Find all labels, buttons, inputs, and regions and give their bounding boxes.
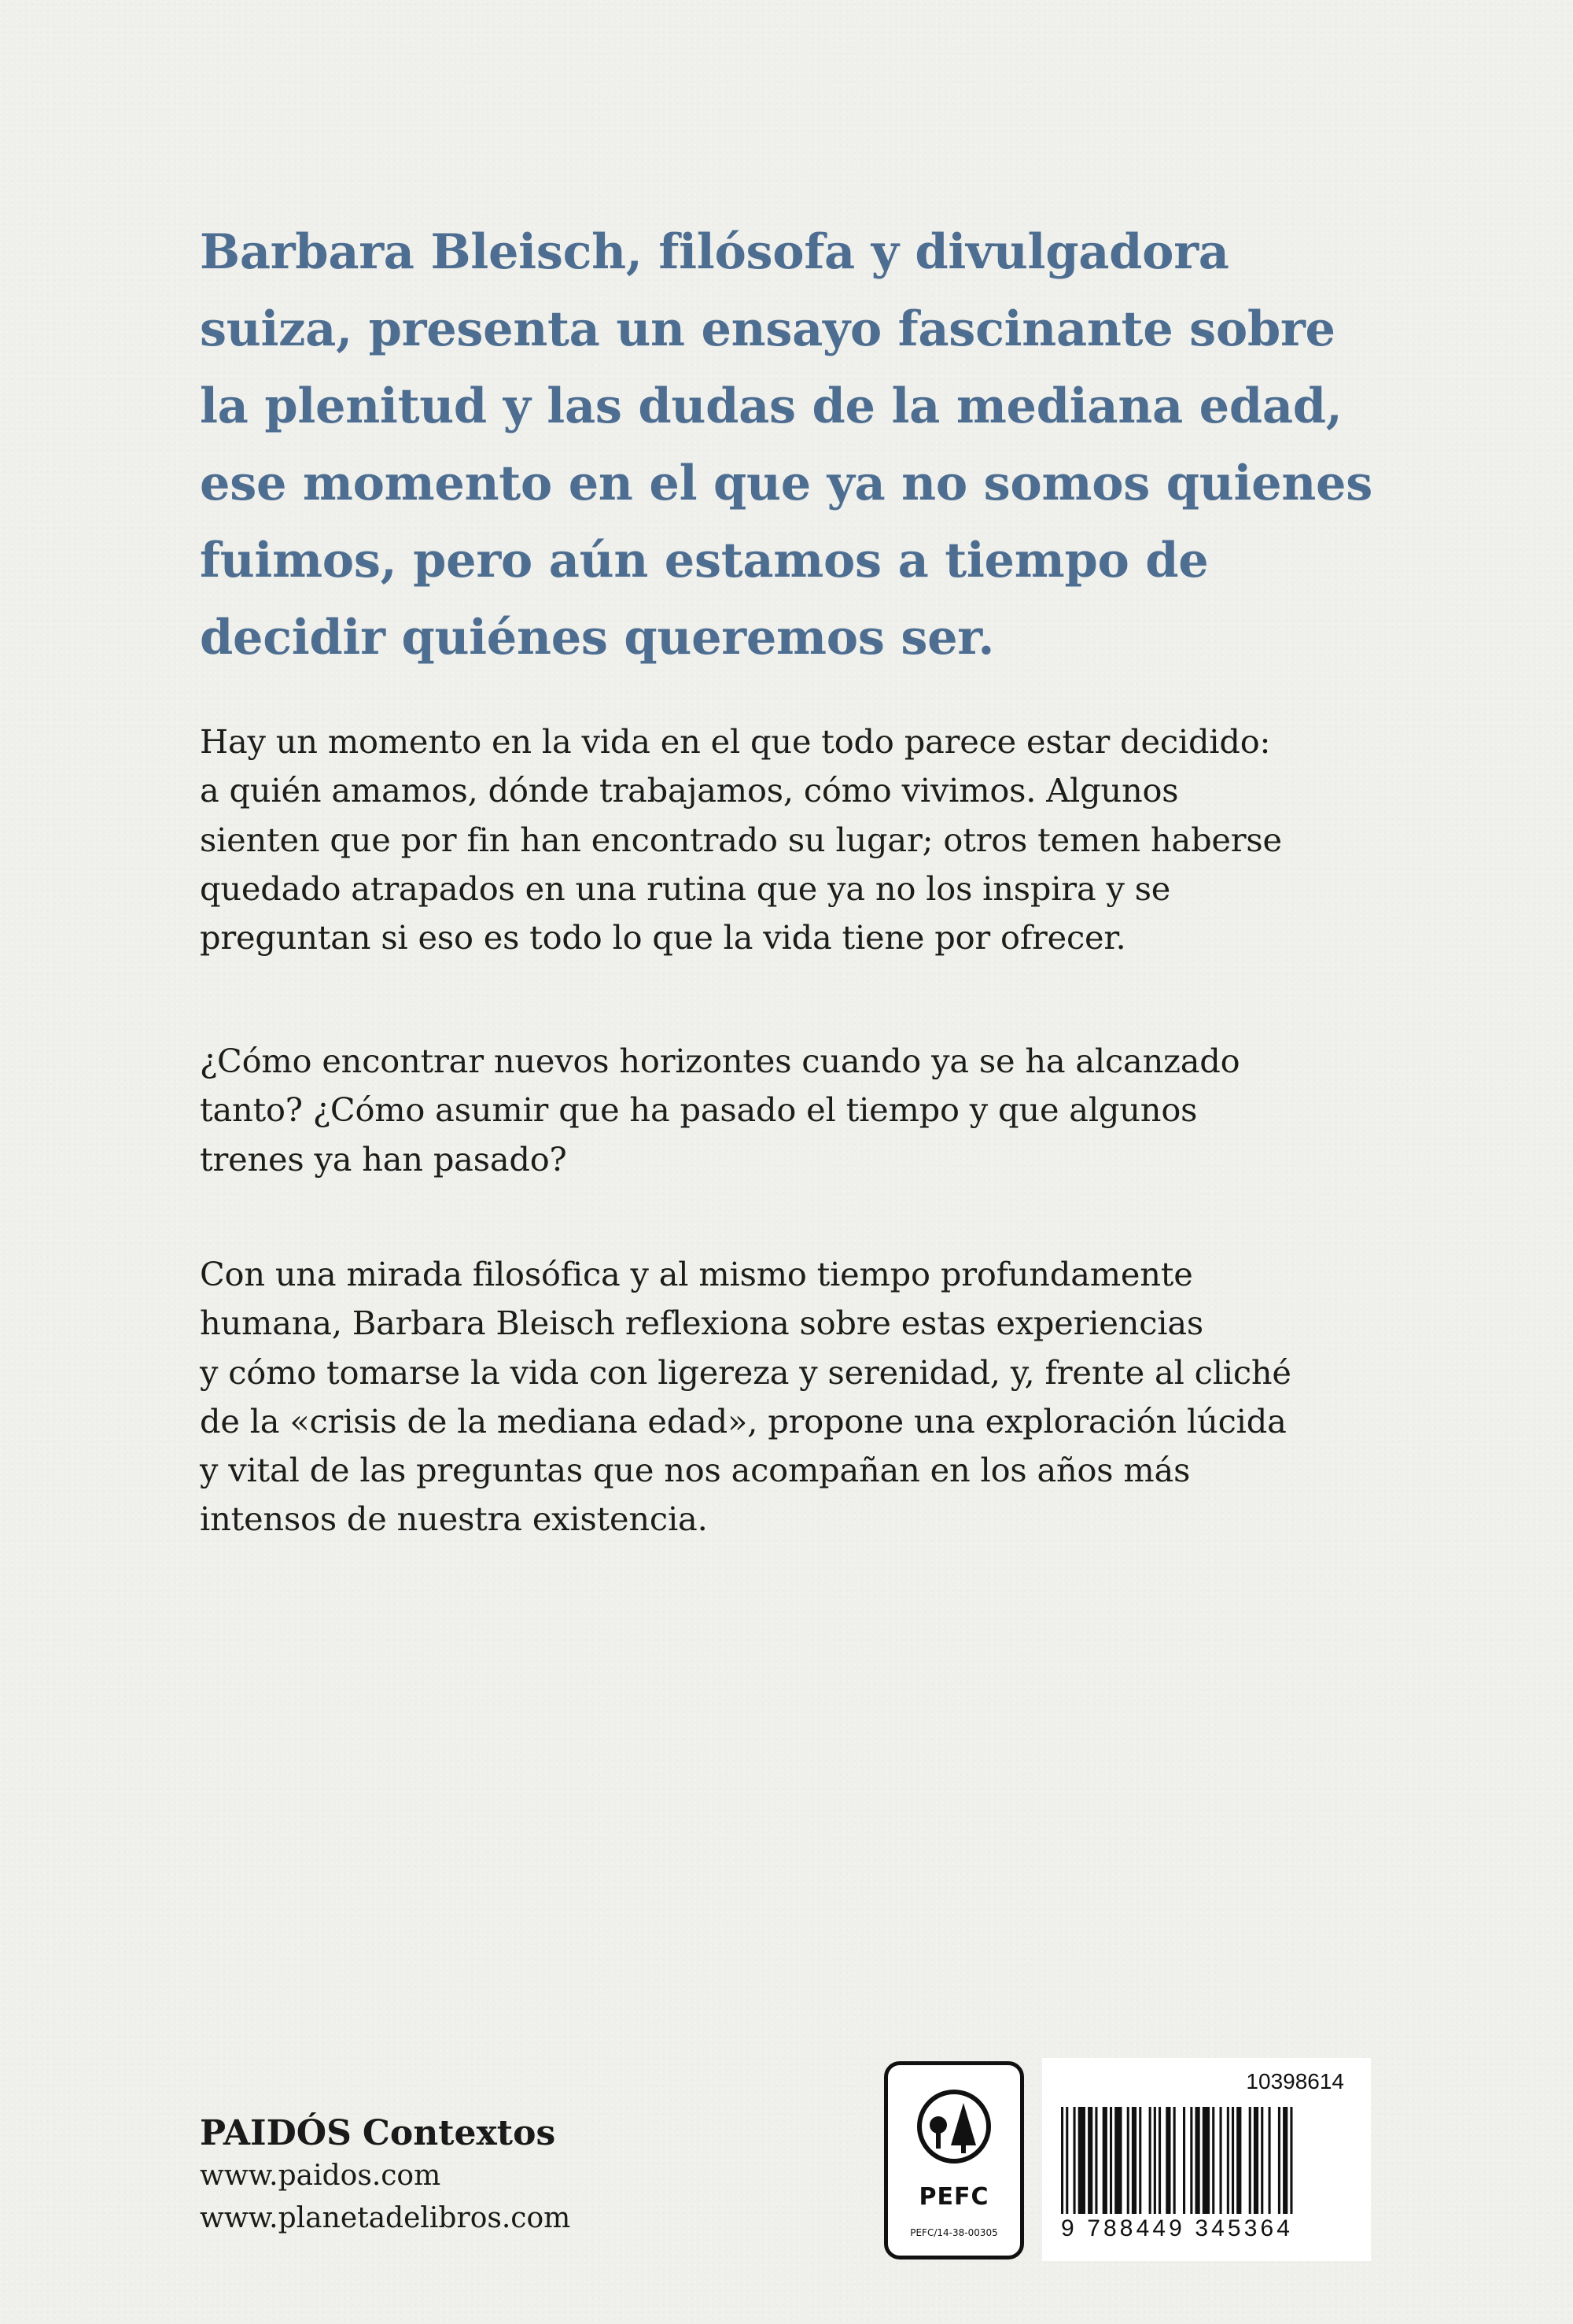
barcode-bar [1220,2107,1222,2214]
barcode-bar [1074,2107,1076,2214]
barcode-bar [1088,2107,1092,2214]
internal-code: 10398614 [1246,2069,1344,2093]
barcode-bar [1290,2107,1292,2214]
synopsis-paragraph-3: Con una mirada filosófica y al mismo tiempo profundamente humana, Barbara Bleisch reflexiona sobre estas experiencias y cómo tomarse la vida con ligereza y serenidad, y, frente al cliché de la «crisis de la mediana edad», propone una exploración lúcida y vital de las preguntas que nos acompañan en los años más intensos de nuestra existencia. [200,1255,1291,1539]
barcode-bar [1203,2107,1210,2214]
barcode-bar [1103,2107,1107,2214]
synopsis-paragraph-1: Hay un momento en la vida en el que todo parece estar decidido: a quién amamos, dónde trabajamos, cómo vivimos. Algunos sienten que por fin han encontrado su lugar; otros temen haberse quedado atrapados en una rutina que ya no los inspira y se preguntan si eso es todo lo que la vida tiene por ofrecer. [200,722,1282,957]
publisher-name: PAIDÓS [200,2113,352,2153]
barcode-bar [1110,2107,1112,2214]
barcode-bar [1190,2107,1192,2214]
barcode [1061,2107,1354,2214]
barcode-bar [1159,2107,1161,2214]
barcode-bar [1232,2107,1234,2214]
barcode-bar [1212,2107,1214,2214]
barcode-bar [1166,2107,1170,2214]
barcode-bar [1078,2107,1085,2214]
publisher-imprint [200,2112,750,2240]
barcode-bar [1283,2107,1288,2214]
publisher-collection [200,2112,750,2155]
barcode-bar [1139,2107,1141,2214]
barcode-bar [1254,2107,1258,2214]
barcode-bar [1132,2107,1136,2214]
barcode-bar [1269,2107,1271,2214]
collection-name: Contextos [362,2113,556,2153]
barcode-bar [1149,2107,1151,2214]
barcode-bar [1066,2107,1068,2214]
pefc-code: PEFC/14-38-00305 [910,2227,998,2238]
barcode-bar [1278,2107,1280,2214]
synopsis-paragraph-2: ¿Cómo encontrar nuevos horizontes cuando ya se ha alcanzado tanto? ¿Cómo asumir que ha pasado el tiempo y que algunos trenes ya han pasado? [200,1042,1240,1179]
store-url: www.planetadelibros.com [200,2202,571,2234]
barcode-bar [1236,2107,1241,2214]
barcode-bar [1227,2107,1229,2214]
lead-paragraph: Barbara Bleisch, filósofa y divulgadora suiza, presenta un ensayo fascinante sobre la plenitud y las dudas de la mediana edad, ese momento en el que ya no somos quienes fuimos, pero aún estamos a tiempo de decidir quiénes queremos ser. [200,224,1372,666]
pefc-label: PEFC [919,2183,989,2211]
pefc-tree-logo-icon [915,2087,993,2166]
barcode-bar [1261,2107,1263,2214]
pefc-certification-label [884,2061,1024,2259]
barcode-bar [1195,2107,1200,2214]
barcode-bar [1183,2107,1185,2214]
barcode-bar [1095,2107,1097,2214]
barcode-bar [1173,2107,1176,2214]
publisher-url: www.paidos.com [200,2160,441,2192]
barcode-bar [1154,2107,1156,2214]
barcode-bar [1114,2107,1122,2214]
barcode-bar [1061,2107,1063,2214]
isbn-barcode-area [1042,2058,1371,2261]
barcode-bar [1127,2107,1129,2214]
isbn-digits: 9 788449 345364 [1061,2215,1294,2241]
barcode-bar [1249,2107,1251,2214]
